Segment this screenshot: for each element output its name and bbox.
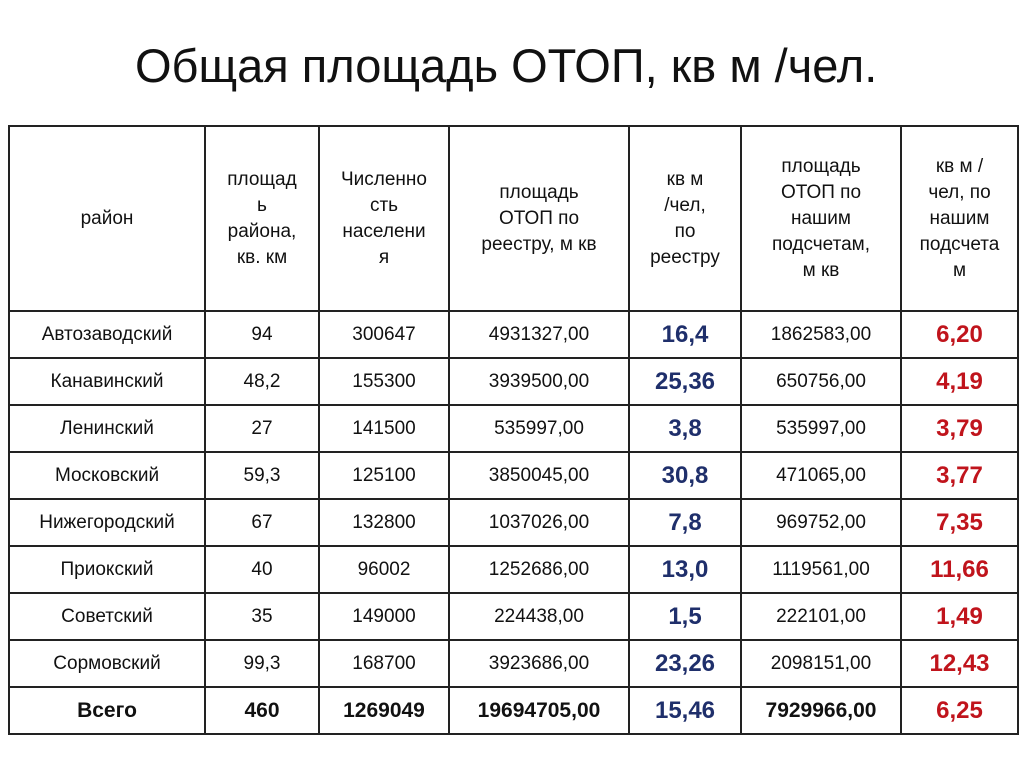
cell-population: 96002 [319,546,449,593]
cell-population: 168700 [319,640,449,687]
cell-our-area: 1862583,00 [741,311,901,358]
table-row [9,546,1018,593]
column-header-registry-per-capita: кв м /чел, по реестру [629,126,741,311]
cell-registry-area: 3923686,00 [449,640,629,687]
header-row [9,126,1018,311]
cell-population: 155300 [319,358,449,405]
cell-our-per-capita: 6,25 [901,687,1018,734]
table-row [9,499,1018,546]
cell-our-area: 650756,00 [741,358,901,405]
cell-population: 141500 [319,405,449,452]
cell-district-area: 99,3 [205,640,319,687]
column-header-our-per-capita: кв м / чел, по нашим подсчета м [901,126,1018,311]
cell-population: 125100 [319,452,449,499]
table-row [9,640,1018,687]
cell-registry-per-capita: 30,8 [629,452,741,499]
cell-registry-per-capita: 13,0 [629,546,741,593]
cell-registry-per-capita: 15,46 [629,687,741,734]
cell-our-area: 535997,00 [741,405,901,452]
cell-district-area: 27 [205,405,319,452]
table-row [9,358,1018,405]
cell-population: 300647 [319,311,449,358]
table-row [9,311,1018,358]
column-header-district: район [9,126,205,311]
cell-district: Сормовский [9,640,205,687]
cell-registry-area: 3939500,00 [449,358,629,405]
cell-district-area: 35 [205,593,319,640]
table-row [9,405,1018,452]
column-header-population: Численно сть населени я [319,126,449,311]
cell-our-area: 2098151,00 [741,640,901,687]
cell-district: Всего [9,687,205,734]
column-header-our-area: площадь ОТОП по нашим подсчетам, м кв [741,126,901,311]
slide-title: Общая площадь ОТОП, кв м /чел. [135,39,878,92]
cell-district-area: 460 [205,687,319,734]
cell-registry-per-capita: 23,26 [629,640,741,687]
cell-population: 149000 [319,593,449,640]
otop-area-table [8,125,1019,735]
cell-district-area: 48,2 [205,358,319,405]
cell-registry-area: 3850045,00 [449,452,629,499]
cell-our-per-capita: 11,66 [901,546,1018,593]
table-row [9,452,1018,499]
cell-district: Московский [9,452,205,499]
column-header-registry-area: площадь ОТОП по реестру, м кв [449,126,629,311]
cell-population: 1269049 [319,687,449,734]
cell-district: Автозаводский [9,311,205,358]
cell-district: Ленинский [9,405,205,452]
cell-registry-area: 1252686,00 [449,546,629,593]
cell-our-area: 1119561,00 [741,546,901,593]
cell-our-area: 222101,00 [741,593,901,640]
cell-district-area: 40 [205,546,319,593]
cell-our-area: 471065,00 [741,452,901,499]
cell-registry-area: 19694705,00 [449,687,629,734]
table-row [9,593,1018,640]
cell-registry-area: 1037026,00 [449,499,629,546]
cell-our-per-capita: 4,19 [901,358,1018,405]
cell-our-area: 7929966,00 [741,687,901,734]
cell-registry-area: 224438,00 [449,593,629,640]
cell-our-per-capita: 3,77 [901,452,1018,499]
cell-district-area: 67 [205,499,319,546]
cell-our-per-capita: 3,79 [901,405,1018,452]
cell-registry-area: 535997,00 [449,405,629,452]
cell-district: Приокский [9,546,205,593]
cell-district: Канавинский [9,358,205,405]
cell-our-per-capita: 12,43 [901,640,1018,687]
cell-district-area: 59,3 [205,452,319,499]
total-row [9,687,1018,734]
cell-our-per-capita: 1,49 [901,593,1018,640]
cell-registry-per-capita: 1,5 [629,593,741,640]
cell-registry-area: 4931327,00 [449,311,629,358]
cell-our-per-capita: 6,20 [901,311,1018,358]
column-header-district-area: площад ь района, кв. км [205,126,319,311]
cell-district-area: 94 [205,311,319,358]
cell-registry-per-capita: 25,36 [629,358,741,405]
cell-our-area: 969752,00 [741,499,901,546]
cell-registry-per-capita: 3,8 [629,405,741,452]
cell-district: Советский [9,593,205,640]
cell-district: Нижегородский [9,499,205,546]
cell-registry-per-capita: 16,4 [629,311,741,358]
cell-registry-per-capita: 7,8 [629,499,741,546]
cell-our-per-capita: 7,35 [901,499,1018,546]
cell-population: 132800 [319,499,449,546]
